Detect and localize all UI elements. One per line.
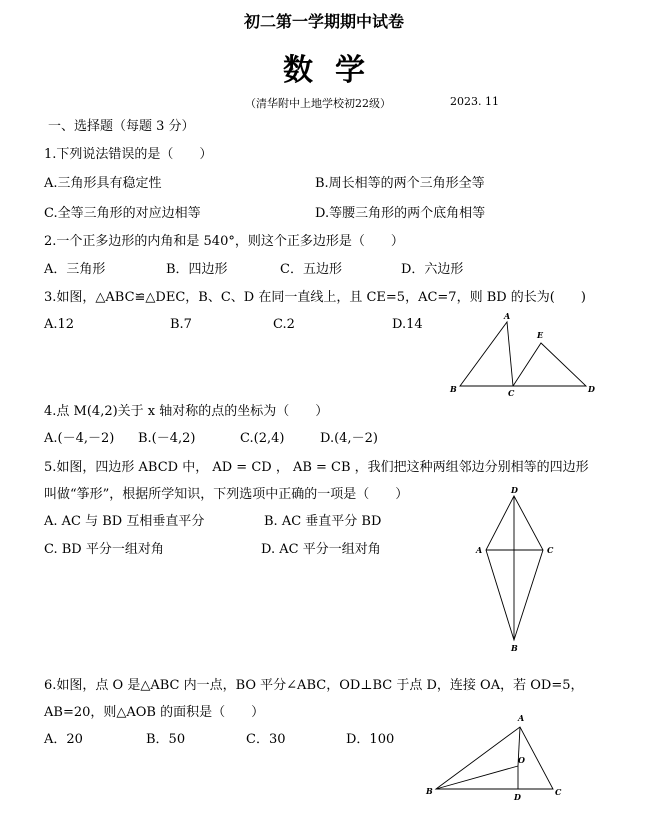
- label-d: D: [511, 485, 518, 495]
- q4-option-c: C.(2,4): [240, 431, 285, 446]
- q4-option-a: A.(－4,－2): [44, 431, 115, 446]
- q5-option-d: D. AC 平分一组对角: [261, 542, 381, 557]
- q5-stem-line1: 5.如图，四边形 ABCD 中， AD = CD ， AB = CB ，我们把这种两组邻边分别相等的四边形: [44, 460, 589, 475]
- q6-stem-line2: AB=20，则△AOB 的面积是（ ）: [44, 705, 265, 720]
- segment-bo: [436, 766, 518, 789]
- q3-stem: 3.如图，△ABC≌△DEC，B、C、D 在同一直线上，且 CE=5，AC=7，则 BD 的长为( ): [44, 290, 586, 305]
- q2-stem: 2.一个正多边形的内角和是 540°，则这个正多边形是（ ）: [44, 234, 404, 249]
- school-note: （清华附中上地学校初22级）: [245, 97, 391, 110]
- q6-stem-line1: 6.如图，点 O 是△ABC 内一点，BO 平分∠ABC，OD⊥BC 于点 D，连接 OA，若 OD=5，: [44, 678, 584, 693]
- q4-option-b: B.(－4,2): [138, 431, 196, 446]
- q1-option-c: C.全等三角形的对应边相等: [44, 206, 201, 221]
- q3-figure: [440, 310, 610, 400]
- q3-option-a: A.12: [44, 317, 75, 332]
- kite-abcd: [486, 496, 543, 640]
- q5-stem-line2: 叫做“筝形”，根据所学知识，下列选项中正确的一项是（ ）: [44, 487, 409, 502]
- q3-option-b: B.7: [170, 317, 192, 332]
- label-d: D: [514, 792, 521, 802]
- q5-figure: [468, 484, 568, 656]
- q6-option-d: D．100: [346, 732, 395, 747]
- q3-option-c: C.2: [273, 317, 295, 332]
- q2-option-d: D．六边形: [401, 262, 464, 277]
- q5-option-c: C. BD 平分一组对角: [44, 542, 164, 557]
- q4-stem: 4.点 M(4,2)关于 x 轴对称的点的坐标为（ ）: [44, 404, 329, 419]
- label-b: B: [426, 786, 433, 796]
- q2-option-b: B．四边形: [166, 262, 228, 277]
- q6-figure: [420, 708, 570, 808]
- q2-option-c: C．五边形: [280, 262, 342, 277]
- section-heading: 一、选择题（每题 3 分）: [48, 119, 195, 134]
- label-b: B: [450, 384, 457, 394]
- q1-option-d: D.等腰三角形的两个底角相等: [315, 206, 486, 221]
- q6-option-a: A．20: [44, 732, 83, 747]
- label-o: O: [518, 755, 525, 765]
- q1-stem: 1.下列说法错误的是（ ）: [44, 147, 213, 162]
- q6-option-b: B．50: [146, 732, 186, 747]
- label-e: E: [537, 330, 544, 340]
- label-a: A: [476, 545, 483, 555]
- q5-option-b: B. AC 垂直平分 BD: [264, 514, 382, 529]
- q3-option-d: D.14: [392, 317, 423, 332]
- q5-option-a: A. AC 与 BD 互相垂直平分: [44, 514, 205, 529]
- label-c: C: [555, 787, 562, 797]
- exam-title: 初二第一学期期中试卷: [243, 12, 404, 31]
- q2-option-a: A．三角形: [44, 262, 106, 277]
- triangle-abc: [436, 727, 553, 789]
- q4-option-d: D.(4,－2): [320, 431, 378, 446]
- exam-date: 2023. 11: [450, 95, 499, 108]
- subject-title: 数学: [283, 53, 387, 88]
- label-a: A: [504, 311, 511, 321]
- label-b: B: [511, 643, 518, 653]
- label-c: C: [547, 545, 554, 555]
- label-a: A: [518, 713, 525, 723]
- label-c: C: [508, 388, 515, 398]
- q1-option-a: A.三角形具有稳定性: [44, 176, 162, 191]
- q1-option-b: B.周长相等的两个三角形全等: [315, 176, 485, 191]
- q6-option-c: C．30: [246, 732, 286, 747]
- label-d: D: [588, 384, 595, 394]
- triangle-dec: [513, 343, 586, 386]
- triangle-abc: [460, 322, 513, 386]
